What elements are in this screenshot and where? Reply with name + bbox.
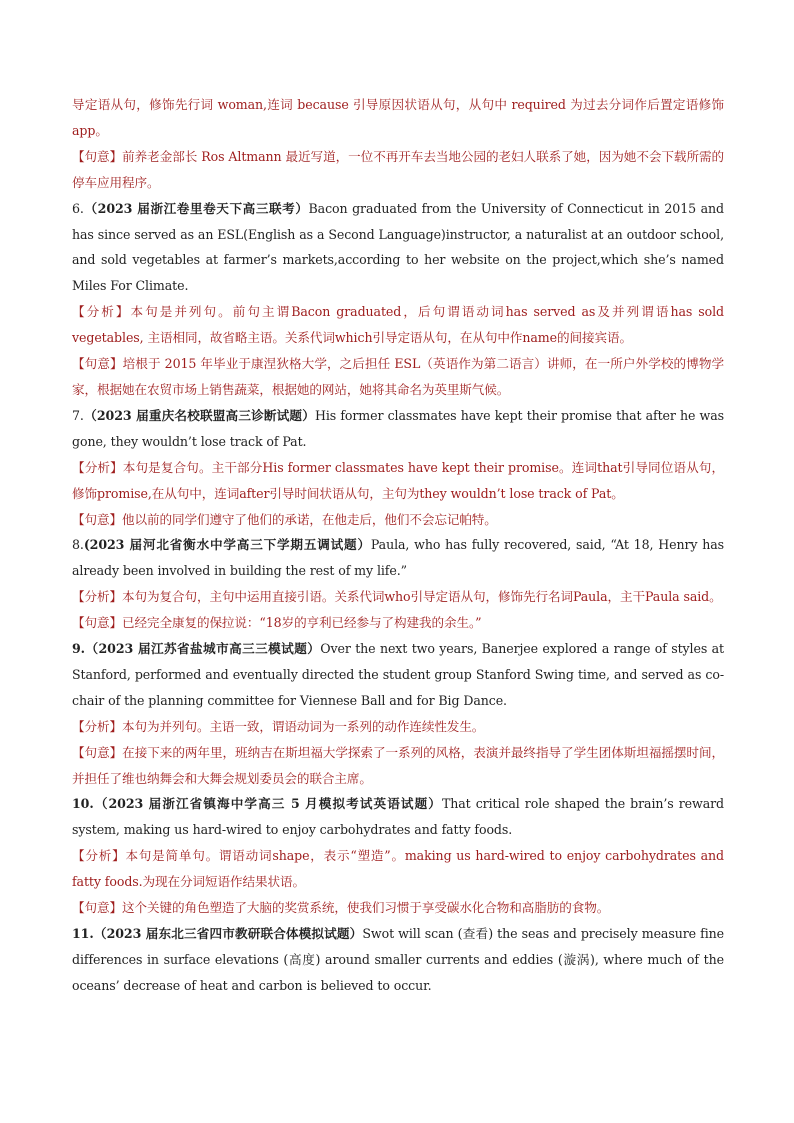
paragraph-analysis-continued: 导定语从句，修饰先行词 woman,连词 because 引导原因状语从句，从句中 required 为过去分词作后置定语修饰 app。 [72, 97, 724, 138]
question-source: （2023 届重庆名校联盟高三诊断试题） [83, 407, 315, 423]
question-sentence: Over the next two years, Banerjee explored a range of styles at Stanford, performed and eventually directed the student group Stanford Swing time, and served as co-chair of the planning committee for Viennese Ball and for Big Dance. [72, 641, 724, 708]
analysis-text: 本句为复合句，主句中运用直接引语。关系代词who引导定语从句，修饰先行名词Paula，主干Paula said。 [121, 589, 722, 605]
meaning-10 [72, 895, 724, 921]
meaning-tag: 【句意】 [72, 356, 123, 372]
meaning-text: 他以前的同学们遵守了他们的承诺，在他走后，他们不会忘记帕特。 [121, 511, 497, 527]
analysis-text: 本句是并列句。前句主谓Bacon graduated，后句谓语动词has served as及并列谓语has sold vegetables, 主语相同，故省略主语。关系代词which引导定语从句，在从句中作name的间接宾语。 [72, 304, 724, 346]
meaning-tag: 【句意】 [72, 148, 123, 164]
paragraph-meaning [72, 144, 724, 196]
question-number: 9. [72, 641, 85, 657]
meaning-text: 这个关键的角色塑造了大脑的奖赏系统，使我们习惯于享受碳水化合物和高脂肪的食物。 [121, 900, 610, 916]
question-8 [72, 532, 724, 584]
meaning-tag: 【句意】 [72, 900, 122, 916]
question-source: （2023 届浙江卷里卷天下高三联考） [83, 200, 309, 216]
question-source: （2023 届浙江省镇海中学高三 5 月模拟考试英语试题） [93, 796, 442, 812]
analysis-tag: 【分析】 [72, 589, 122, 605]
analysis-6 [72, 299, 724, 351]
analysis-9 [72, 714, 724, 740]
question-sentence: Swot will scan (查看) the seas and precisely measure fine differences in surface elevations (高度) around smaller currents and eddies (漩涡), where much of the oceans’ decrease of heat and carbon is believed to occur. [72, 926, 724, 993]
analysis-10 [72, 843, 724, 895]
meaning-8 [72, 610, 724, 636]
question-number: 10. [72, 796, 94, 812]
document-page [72, 92, 724, 999]
question-number: 6. [72, 200, 84, 216]
meaning-tag: 【句意】 [72, 744, 123, 760]
question-9 [72, 636, 724, 714]
analysis-text: 本句是复合句。主干部分His former classmates have kept their promise。连词that引导同位语从句，修饰promise,在从句中，连词after引导时间状语从句，主句为they wouldn’t lose track of Pat。 [72, 459, 724, 501]
question-sentence: His former classmates have kept their promise that after he was gone, they wouldn’t lose track of Pat. [72, 407, 725, 449]
question-number: 7. [72, 407, 84, 423]
analysis-7 [72, 455, 724, 507]
question-number: 8. [72, 537, 84, 553]
question-source: (2023 届河北省衡水中学高三下学期五调试题） [83, 537, 371, 553]
meaning-tag: 【句意】 [72, 615, 122, 631]
analysis-tag: 【分析】 [72, 848, 126, 864]
question-sentence: Bacon graduated from the University of Connecticut in 2015 and has since served as an ESL(English as a Second Language)instructor, a naturalist at an outdoor school, and sold vegetables at farmer’s markets,according to her website on the project,which she’s named Miles For Climate. [72, 200, 724, 294]
analysis-8 [72, 584, 724, 610]
question-number: 11. [72, 926, 94, 941]
meaning-9 [72, 740, 724, 792]
analysis-tag: 【分析】 [72, 459, 123, 475]
analysis-text: 本句为并列句。主语一致，谓语动词为一系列的动作连续性发生。 [121, 718, 485, 734]
meaning-text: 在接下来的两年里，班纳吉在斯坦福大学探索了一系列的风格，表演并最终指导了学生团体斯坦福摇摆时间，并担任了维也纳舞会和大舞会规划委员会的联合主席。 [72, 744, 725, 786]
question-sentence: Paula, who has fully recovered, said, “At 18, Henry has already been involved in building the rest of my life.” [72, 537, 724, 579]
question-10 [72, 791, 724, 843]
analysis-tag: 【分析】 [72, 718, 122, 734]
question-sentence: That critical role shaped the brain’s reward system, making us hard-wired to enjoy carbohydrates and fatty foods. [72, 796, 724, 838]
question-7 [72, 403, 724, 455]
question-6 [72, 196, 724, 300]
meaning-text: 前养老金部长 Ros Altmann 最近写道，一位不再开车去当地公园的老妇人联系了她，因为她不会下载所需的停车应用程序。 [72, 148, 724, 190]
question-source: （2023 届东北三省四市教研联合体模拟试题） [93, 926, 363, 941]
analysis-text: 本句是简单句。谓语动词shape，表示“塑造”。making us hard-wired to enjoy carbohydrates and fatty foods.为现在分词短语作结果状语。 [72, 848, 724, 890]
meaning-text: 培根于 2015 年毕业于康涅狄格大学，之后担任 ESL（英语作为第二语言）讲师，在一所户外学校的博物学家，根据她在农贸市场上销售蔬菜，根据她的网站，她将其命名为英里斯气候。 [72, 356, 724, 397]
meaning-text: 已经完全康复的保拉说：“18岁的亨利已经参与了构建我的余生。” [121, 615, 482, 631]
analysis-tag: 【分析】 [72, 304, 131, 320]
question-11 [72, 921, 724, 999]
meaning-6 [72, 351, 724, 403]
question-source: （2023 届江苏省盐城市高三三模试题） [84, 641, 321, 657]
meaning-7 [72, 507, 724, 533]
meaning-tag: 【句意】 [72, 511, 122, 527]
